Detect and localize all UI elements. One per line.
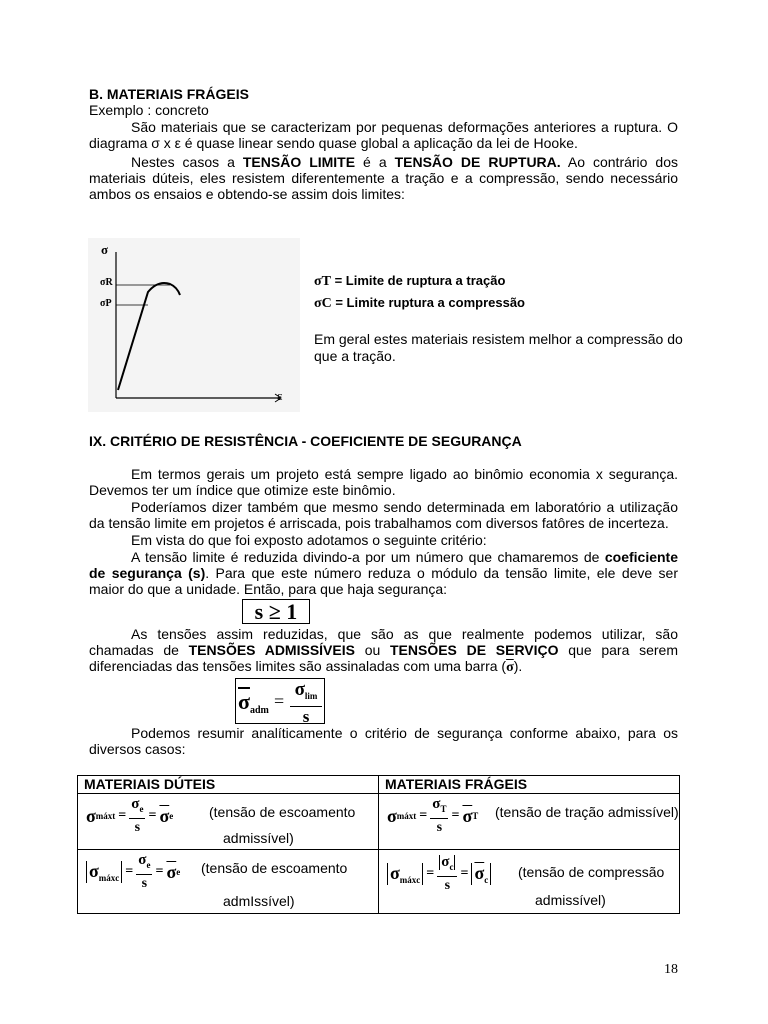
bold-term: coeficiente de segurança (s)	[89, 549, 678, 582]
subscript: e	[146, 860, 151, 870]
stress-strain-diagram	[88, 238, 300, 412]
bold-term: TENSÕES DE SERVIÇO	[389, 642, 559, 659]
admissible-stress-formula	[235, 678, 325, 724]
paragraph-tensao-arriscada: Poderíamos dizer também que mesmo sendo determinada em laboratório a utilização da tensão limite em projetos é arriscada, pois trabalhamos com diversos fatôres de incerteza.	[89, 499, 678, 532]
sigma-bar-symbol: $\overline{\sigma}$	[159, 805, 170, 826]
sigma-bar-symbol: $\overline{\sigma}$	[166, 861, 177, 882]
bold-term: TENSÃO DE RUPTURA.	[394, 154, 561, 170]
example-line: Exemplo : concreto	[89, 102, 209, 118]
sigma-symbol: σ	[138, 852, 147, 868]
subscript: e	[139, 804, 144, 814]
formula-frageis-tracao: σ máxt = $\frac{\sigma_T}{s}$ = $\overline{\sigma}$ T	[387, 796, 479, 835]
cell-duteis-tracao	[78, 794, 379, 850]
paragraph-binomio: Em termos gerais um projeto está sempre ligado ao binômio economia x segurança. Devemos ter um índice que otimize este binômio.	[89, 466, 678, 499]
stress-strain-curve	[118, 283, 180, 390]
x-axis-label: ε	[277, 388, 283, 403]
header-frageis: MATERIAIS FRÁGEIS	[379, 776, 680, 794]
paragraph-tensao-limite	[89, 154, 678, 203]
fraction	[136, 852, 152, 892]
cell-frageis-tracao	[379, 794, 680, 850]
text: ou	[354, 642, 390, 659]
section-title-materiais-frageis: B. MATERIAIS FRÁGEIS	[89, 86, 249, 102]
sigma-symbol: σ	[86, 805, 96, 826]
criteria-table	[77, 775, 680, 914]
text: é a	[355, 154, 395, 170]
materials-note: Em geral estes materiais resistem melhor a compressão do que a tração.	[314, 331, 683, 364]
text: ).	[513, 658, 523, 675]
subscript-lim: lim	[304, 691, 318, 701]
bold-term: TENSÕES ADMISSÍVEIS	[188, 642, 355, 659]
section-title-criterio: IX. CRITÉRIO DE RESISTÊNCIA - COEFICIENTE DE SEGURANÇA	[89, 433, 522, 449]
text: As tensões assim reduzidas, que são as que realmente podemos utilizar, são chamadas de	[89, 626, 678, 659]
text: Nestes casos a	[131, 154, 243, 170]
denominator: s	[444, 878, 451, 893]
paragraph-tensoes-admissiveis	[89, 626, 678, 677]
text: que para serem diferenciadas das tensões limites são assinaladas com uma barra (	[89, 642, 678, 675]
limit-compressao	[314, 295, 525, 312]
subscript: máxc	[98, 873, 120, 883]
sigma-bar-symbol: $\overline{\sigma}$	[474, 863, 485, 883]
fraction	[430, 796, 448, 836]
paragraph-coeficiente	[89, 549, 678, 598]
subscript: máxt	[396, 811, 417, 821]
note: admissível)	[535, 892, 606, 908]
paragraph-resumo: Podemos resumir analíticamente o critério de segurança conforme abaixo, para os diversos casos:	[89, 725, 678, 758]
note: (tensão de escoamento	[201, 860, 348, 876]
limit-tracao-text: = Limite de ruptura a tração	[330, 273, 506, 288]
paragraph-frageis-intro: São materiais que se caracterizam por pequenas deformações anteriores a ruptura. O diagrama σ x ε é quase linear sendo quase global a aplicação da lei de Hooke.	[89, 119, 678, 152]
sigma-r-label: σR	[100, 277, 113, 288]
subscript: e	[169, 811, 174, 821]
note: admissível)	[223, 830, 294, 846]
formula-duteis-compressao: $\sigma_{máxc}$ = $\frac{\sigma_e}{s}$ = $\overline{\sigma}$ e	[86, 852, 180, 892]
sigma-symbol: σ	[294, 679, 305, 700]
equals-sign: =	[274, 691, 285, 711]
sigma-symbol: σ	[131, 796, 140, 812]
sigma-symbol: σ	[387, 805, 397, 826]
fraction	[290, 680, 322, 727]
bold-term: TENSÃO LIMITE	[242, 154, 356, 170]
text: Ao contrário dos materiais dúteis, eles resistem diferentemente a tração e a compressão, sendo necessário ambos os ensaios e obtendo-se assim dois limites:	[89, 154, 678, 203]
denominator: s	[134, 820, 141, 835]
table-row	[78, 850, 680, 914]
fraction	[129, 796, 145, 836]
formula-frageis-compressao: $\sigma_{máxc}$ = $\frac{\sigma_c}{s}$ = $\overline{\sigma}_c$	[387, 854, 491, 894]
subscript: c	[484, 875, 489, 885]
limit-tracao	[314, 273, 505, 290]
y-axis-label: σ	[101, 242, 109, 257]
diagram-svg	[88, 238, 300, 412]
table-header-row	[78, 776, 680, 794]
sigma-bar-symbol: $\overline{\sigma}$	[506, 660, 514, 676]
cell-duteis-compressao	[78, 850, 379, 914]
cell-frageis-compressao	[379, 850, 680, 914]
sigma-p-label: σP	[100, 298, 112, 309]
page-number: 18	[664, 962, 678, 977]
formula-duteis-tracao: σ máxt = $\frac{\sigma_e}{s}$ = $\overline{\sigma}$ e	[86, 796, 174, 835]
subscript: T	[440, 804, 447, 814]
numerator	[290, 680, 322, 707]
sigma-symbol: σ	[390, 863, 400, 883]
note: (tensão de compressão	[518, 864, 665, 880]
sigma-symbol: σ	[89, 861, 99, 881]
sigma-symbol: σ	[432, 796, 441, 812]
denominator: s	[302, 707, 310, 726]
header-duteis: MATERIAIS DÚTEIS	[78, 776, 379, 794]
text: . Para que este número reduza o módulo da tensão limite, ele deve ser maior do que a unidade. Então, para que haja segurança:	[89, 565, 678, 598]
sigma-adm	[238, 689, 269, 716]
note: admIssível)	[223, 893, 295, 909]
denominator: s	[436, 820, 443, 835]
safety-inequality-box: s ≥ 1	[242, 599, 310, 624]
note: (tensão de escoamento	[209, 804, 356, 820]
subscript: máxt	[95, 811, 116, 821]
subscript-adm: adm	[249, 705, 269, 716]
sigma-symbol: $\overline{\sigma}$	[238, 689, 250, 714]
sigma-symbol: σ	[441, 854, 450, 870]
subscript: T	[472, 811, 479, 821]
sigma-t-symbol: σT	[314, 274, 331, 289]
subscript: e	[176, 867, 181, 877]
fraction	[437, 854, 457, 894]
sigma-bar-symbol: $\overline{\sigma}$	[462, 805, 473, 826]
subscript: máxc	[399, 875, 421, 885]
denominator: s	[141, 876, 148, 891]
limit-compressao-text: = Limite ruptura a compressão	[331, 295, 525, 310]
paragraph-criterio: Em vista do que foi exposto adotamos o seguinte critério:	[131, 532, 487, 548]
note: (tensão de tração admissível)	[495, 804, 679, 820]
text: A tensão limite é reduzida divindo-a por um número que chamaremos de	[131, 549, 605, 565]
subscript: c	[449, 862, 454, 872]
table-row	[78, 794, 680, 850]
sigma-c-symbol: σC	[314, 296, 332, 311]
